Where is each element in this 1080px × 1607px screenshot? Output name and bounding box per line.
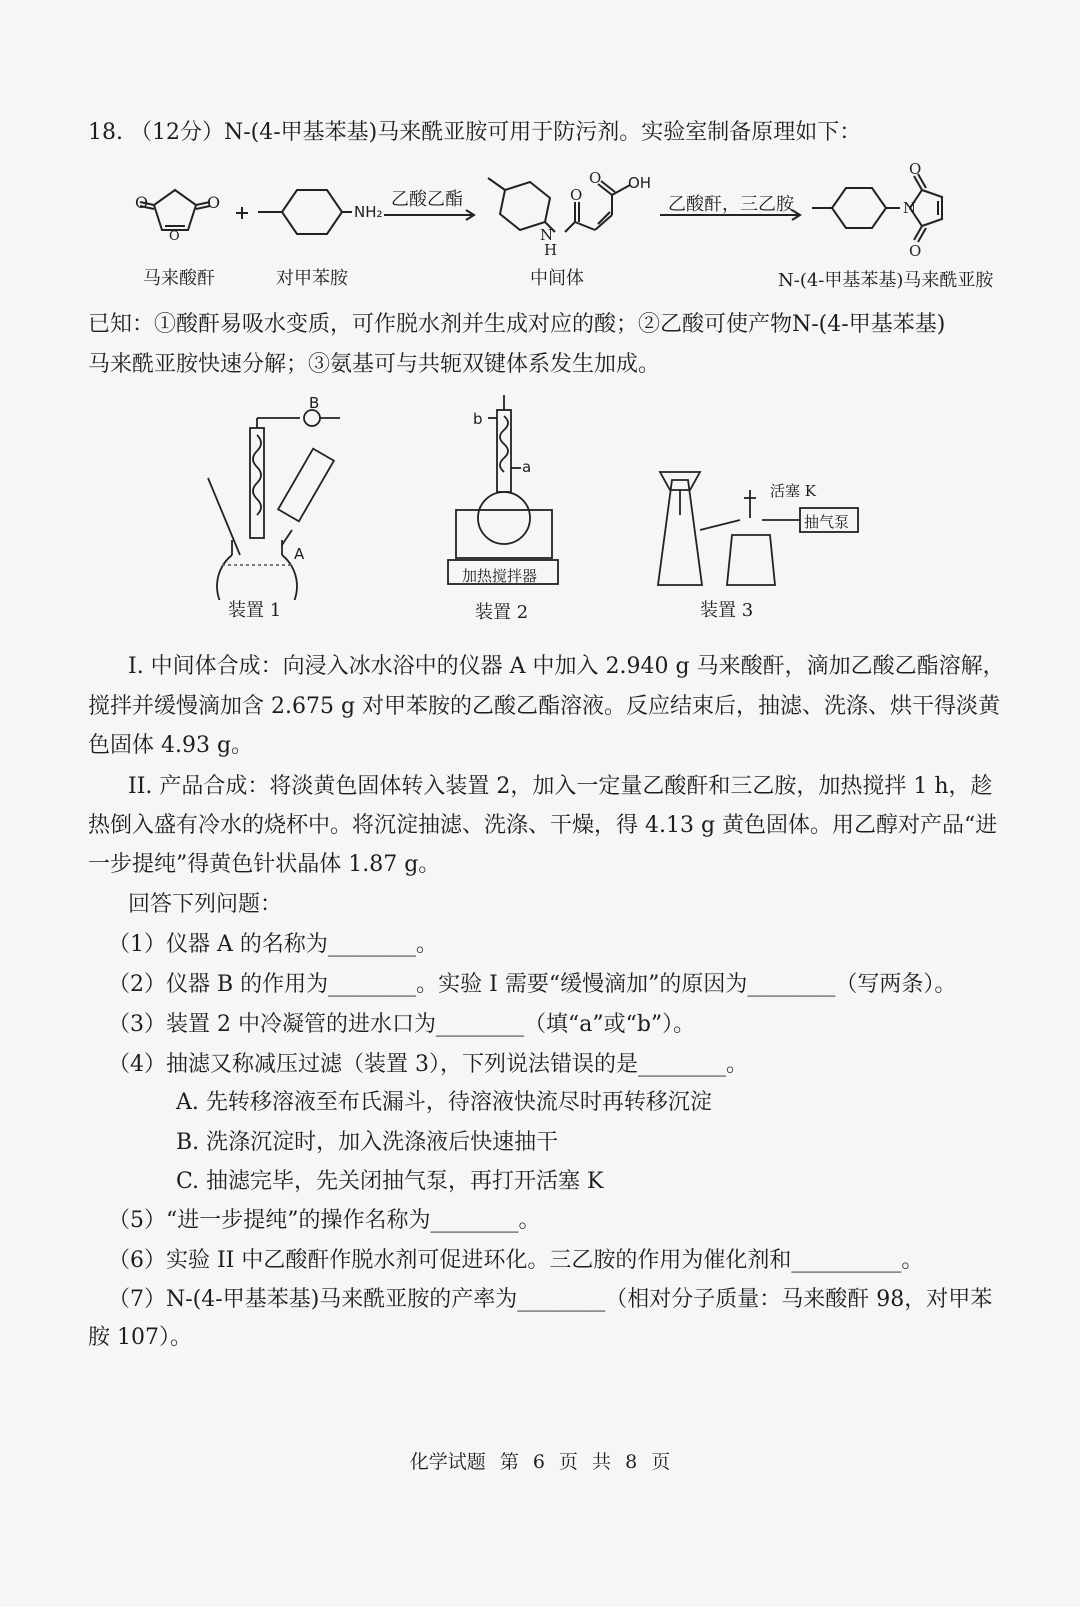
para-1-line-2: 搅拌并缓慢滴加含 2.675 g 对甲苯胺的乙酸乙酯溶液。反应结束后，抽滤、洗涤、烘干得淡黄	[88, 694, 1001, 719]
label-maleic-anhydride: 马来酸酐	[143, 268, 215, 289]
svg-text:O: O	[909, 242, 922, 260]
svg-text:O: O	[909, 160, 922, 178]
item-4: （4）抽滤又称减压过滤（装置 3），下列说法错误的是________。	[108, 1052, 748, 1077]
item-4-option-c: C. 抽滤完毕，先关闭抽气泵，再打开活塞 K	[176, 1169, 604, 1194]
item-2: （2）仪器 B 的作用为________。实验 I 需要“缓慢滴加”的原因为________（写两条）。	[108, 972, 957, 997]
device-2-label: 装置 2	[475, 602, 529, 623]
device-1-three-neck-flask	[208, 410, 340, 600]
nh2-label: NH₂	[354, 203, 383, 221]
heater-label: 加热搅拌器	[462, 567, 538, 585]
item-4-option-a: A. 先转移溶液至布氏漏斗，待溶液快流尽时再转移沉淀	[176, 1090, 712, 1115]
stopcock-label: 活塞 K	[770, 482, 816, 500]
mark-a-upper: A	[294, 545, 305, 563]
mark-b-lower: b	[473, 410, 483, 428]
svg-text:H: H	[544, 241, 558, 259]
svg-text:O: O	[135, 193, 149, 212]
svg-text:O: O	[570, 186, 583, 204]
toluidine-ring	[282, 190, 342, 234]
device-2-reflux	[448, 395, 558, 584]
svg-text:N: N	[540, 226, 554, 244]
mark-a-lower: a	[522, 458, 532, 476]
item-7-line-1: （7）N-(4-甲基苯基)马来酰亚胺的产率为________（相对分子质量：马来酸酐 98，对甲苯	[108, 1287, 993, 1312]
intermediate-ring	[500, 182, 550, 230]
label-toluidine: 对甲苯胺	[276, 268, 348, 289]
para-2-line-1: II. 产品合成：将淡黄色固体转入装置 2，加入一定量乙酸酐和三乙胺，加热搅拌 1 h，趁	[128, 774, 993, 799]
item-6: （6）实验 II 中乙酸酐作脱水剂可促进环化。三乙胺的作用为催化剂和__________。	[108, 1248, 924, 1273]
maleic-anhydride-structure	[154, 190, 196, 230]
para-2-line-2: 热倒入盛有冷水的烧杯中。将沉淀抽滤、洗涤、干燥，得 4.13 g 黄色固体。用乙醇对产品“进	[88, 813, 998, 838]
product-ring	[832, 188, 886, 228]
para-1-line-1: I. 中间体合成：向浸入冰水浴中的仪器 A 中加入 2.940 g 马来酸酐，滴加乙酸乙酯溶解，	[128, 654, 1005, 679]
pump-label: 抽气泵	[804, 513, 850, 531]
label-product: N-(4-甲基苯基)马来酰亚胺	[778, 270, 994, 291]
apparatus-figure	[0, 390, 1080, 600]
item-1: （1）仪器 A 的名称为________。	[108, 932, 438, 957]
mark-b-upper: B	[309, 394, 320, 412]
known-line-2: 马来酰亚胺快速分解；③氨基可与共轭双键体系发生加成。	[88, 352, 661, 377]
condition-1: 乙酸乙酯	[391, 189, 463, 210]
condition-2: 乙酸酐，三乙胺	[668, 194, 794, 215]
para-2-line-3: 一步提纯”得黄色针状晶体 1.87 g。	[88, 852, 441, 877]
svg-text:O: O	[207, 193, 221, 212]
svg-text:N: N	[903, 199, 917, 217]
item-3: （3）装置 2 中冷凝管的进水口为________（填“a”或“b”）。	[108, 1012, 696, 1037]
page-footer: 化学试题 第 6 页 共 8 页	[409, 1451, 671, 1473]
item-4-option-b: B. 洗涤沉淀时，加入洗涤液后快速抽干	[176, 1130, 559, 1155]
oh-label: OH	[628, 174, 652, 192]
label-intermediate: 中间体	[530, 268, 584, 289]
device-3-label: 装置 3	[700, 600, 754, 621]
device-1-label: 装置 1	[228, 600, 282, 621]
para-1-line-3: 色固体 4.93 g。	[88, 733, 254, 758]
item-5: （5）“进一步提纯”的操作名称为________。	[108, 1208, 541, 1233]
item-7-line-2: 胺 107）。	[88, 1325, 192, 1350]
svg-text:O: O	[589, 169, 602, 187]
svg-text:O: O	[169, 229, 180, 244]
question-header: 18. （12分）N-(4-甲基苯基)马来酰亚胺可用于防污剂。实验室制备原理如下：	[88, 120, 862, 145]
known-line-1: 已知：①酸酐易吸水变质，可作脱水剂并生成对应的酸；②乙酸可使产物N-(4-甲基苯基)	[88, 312, 946, 337]
answer-prompt: 回答下列问题：	[128, 892, 283, 917]
